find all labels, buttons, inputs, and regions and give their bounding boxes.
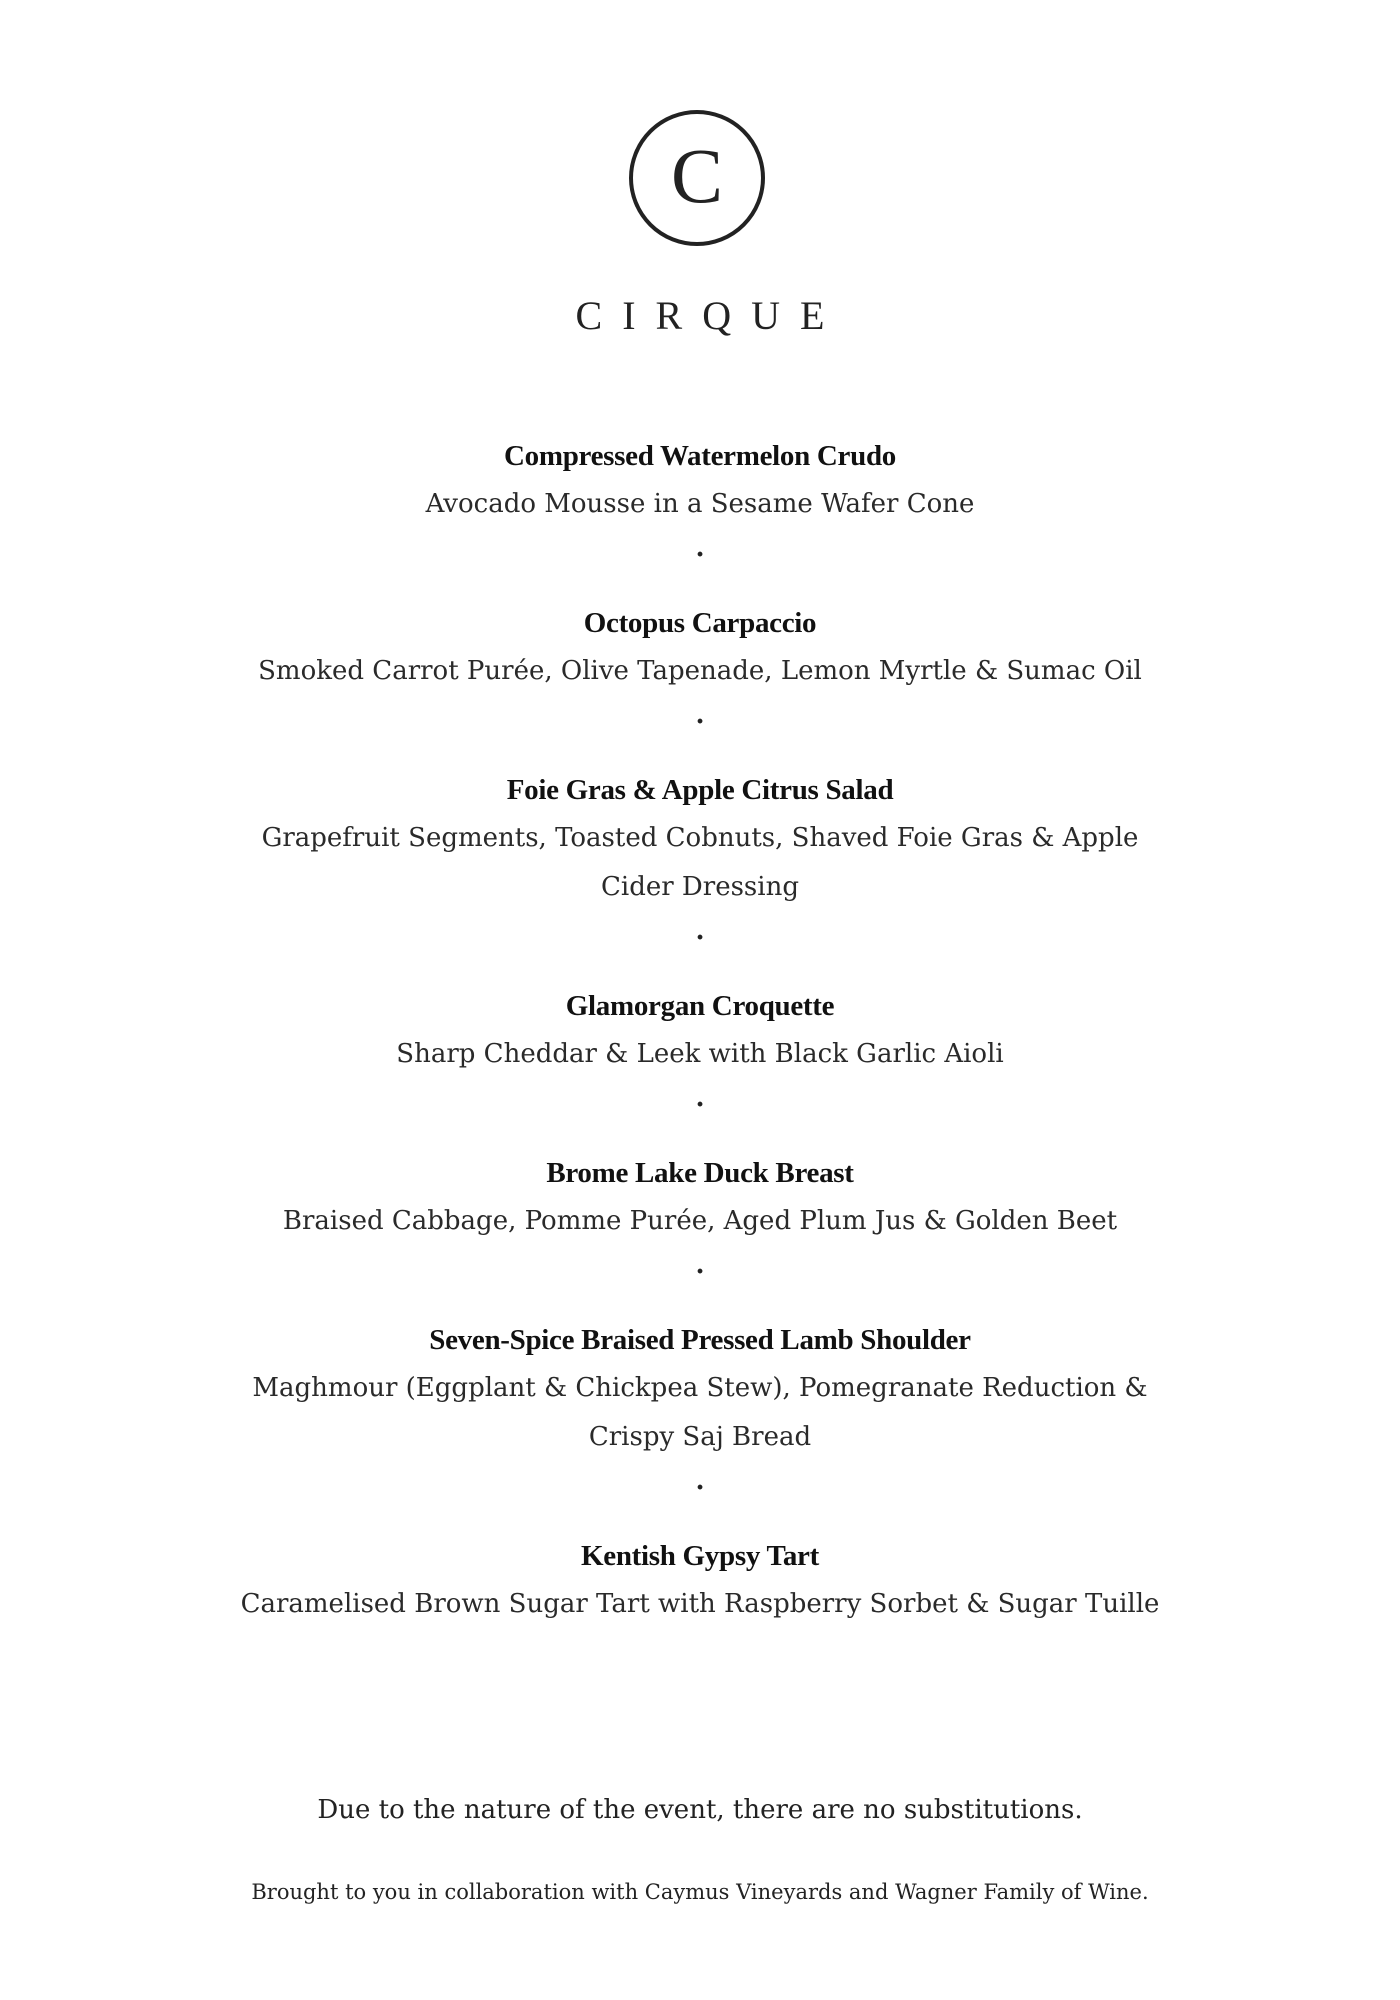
collaboration-footer: Brought to you in collaboration with Caymus Vineyards and Wagner Family of Wine. xyxy=(251,1880,1149,1904)
course-description: Avocado Mousse in a Sesame Wafer Cone xyxy=(425,489,975,519)
course-item xyxy=(230,599,1170,696)
course-item xyxy=(230,1149,1170,1246)
course-description: Grapefruit Segments, Toasted Cobnuts, Shaved Foie Gras & Apple Cider Dressing xyxy=(261,823,1139,902)
course-item xyxy=(230,766,1170,912)
course-separator: . xyxy=(695,700,705,730)
course-title: Glamorgan Croquette xyxy=(565,990,835,1022)
course-description: Braised Cabbage, Pomme Purée, Aged Plum Jus & Golden Beet xyxy=(282,1206,1118,1236)
course-title: Foie Gras & Apple Citrus Salad xyxy=(506,774,894,806)
course-title: Compressed Watermelon Crudo xyxy=(504,440,896,472)
course-item xyxy=(230,982,1170,1079)
course-description: Caramelised Brown Sugar Tart with Raspberry Sorbet & Sugar Tuille xyxy=(240,1589,1160,1619)
course-separator: . xyxy=(695,1250,705,1280)
course-item xyxy=(230,1316,1170,1462)
course-description: Maghmour (Eggplant & Chickpea Stew), Pomegranate Reduction & Crispy Saj Bread xyxy=(252,1373,1148,1452)
course-title: Kentish Gypsy Tart xyxy=(581,1540,819,1572)
course-description: Sharp Cheddar & Leek with Black Garlic Aioli xyxy=(396,1039,1004,1069)
brand-name: CIRQUE xyxy=(575,293,845,338)
substitution-notice: Due to the nature of the event, there are no substitutions. xyxy=(317,1795,1083,1825)
logo-letter: C xyxy=(670,132,724,219)
course-separator: . xyxy=(695,1466,705,1496)
course-title: Brome Lake Duck Breast xyxy=(546,1157,854,1189)
course-separator: . xyxy=(695,1083,705,1113)
course-list xyxy=(230,432,1170,1629)
course-item xyxy=(230,432,1170,529)
course-title: Octopus Carpaccio xyxy=(583,607,817,639)
course-description: Smoked Carrot Purée, Olive Tapenade, Lemon Myrtle & Sumac Oil xyxy=(258,656,1142,686)
course-item xyxy=(230,1532,1170,1629)
course-separator: . xyxy=(695,533,705,563)
course-title: Seven-Spice Braised Pressed Lamb Shoulder xyxy=(429,1324,971,1356)
course-separator: . xyxy=(695,916,705,946)
circle-monogram-logo xyxy=(629,110,765,246)
